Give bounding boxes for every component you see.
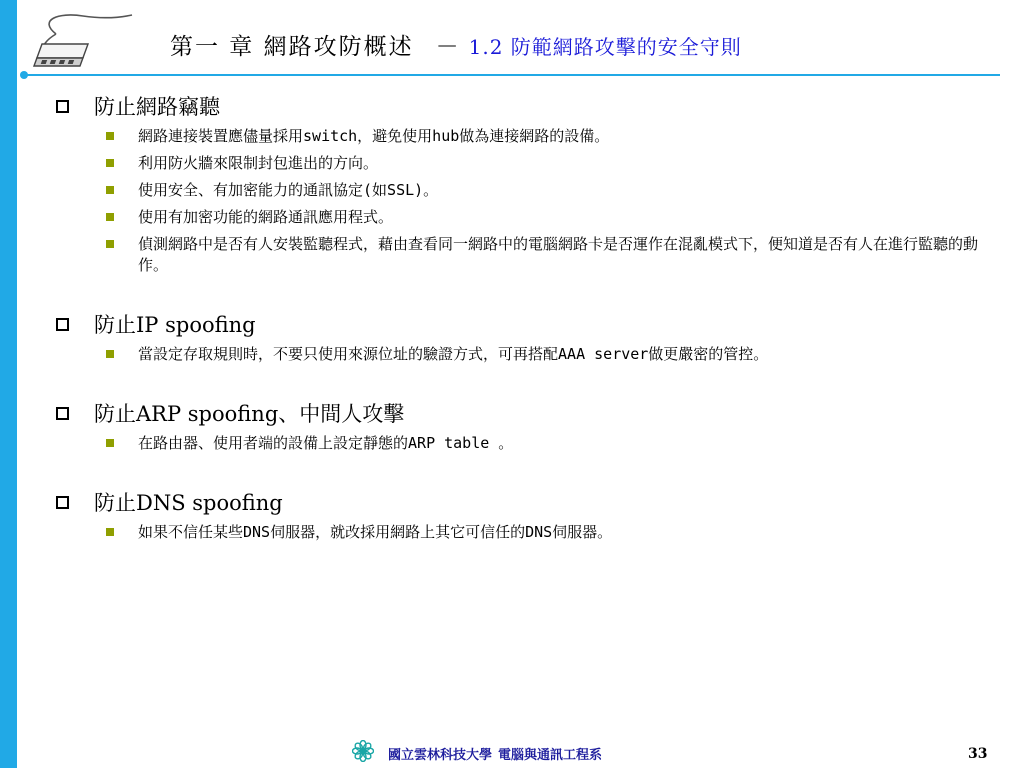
list-item: [56, 153, 1006, 174]
bullet-icon: [106, 213, 114, 221]
list-item: [56, 207, 1006, 228]
page-number: 33: [968, 746, 988, 762]
slide-content: [56, 92, 1006, 549]
list-item: [56, 126, 1006, 147]
bullet-icon: [106, 132, 114, 140]
section-heading-text: 防止網路竊聽: [94, 95, 220, 119]
section-heading: [56, 92, 1006, 126]
section-heading-text: 防止ARP spoofing、中間人攻擊: [94, 402, 405, 426]
bullet-icon: [106, 240, 114, 248]
list-item: [56, 344, 1006, 365]
list-item-text: 網路連接裝置應儘量採用switch，避免使用hub做為連接網路的設備。: [138, 127, 610, 145]
square-bullet-icon: [56, 318, 69, 331]
list-item-text: 如果不信任某些DNS伺服器，就改採用網路上其它可信任的DNS伺服器。: [138, 523, 613, 541]
title-rule: [22, 74, 1000, 76]
list-item-text: 偵測網路中是否有人安裝監聽程式，藉由查看同一網路中的電腦網路卡是否運作在混亂模式下，便知道是否有人在進行監聽的動作。: [138, 235, 979, 274]
left-accent-bar: [0, 0, 17, 768]
bullet-icon: [106, 159, 114, 167]
list-item: [56, 522, 1006, 543]
network-hub-logo-icon: [28, 10, 138, 76]
bullet-icon: [106, 350, 114, 358]
section-heading: [56, 488, 1006, 522]
section-heading: [56, 310, 1006, 344]
square-bullet-icon: [56, 100, 69, 113]
title-dash: －: [435, 34, 459, 60]
section-heading-text: 防止DNS spoofing: [94, 491, 283, 515]
section-heading-text: 防止IP spoofing: [94, 313, 256, 337]
list-item: [56, 234, 1006, 276]
square-bullet-icon: [56, 496, 69, 509]
list-item-text: 使用安全、有加密能力的通訊協定(如SSL)。: [138, 181, 439, 199]
chapter-title: 第一 章 網路攻防概述: [170, 34, 414, 60]
square-bullet-icon: [56, 407, 69, 420]
bullet-icon: [106, 186, 114, 194]
flower-emblem-icon: [352, 740, 374, 762]
footer-department: 電腦與通訊工程系: [498, 748, 603, 763]
footer: [384, 744, 602, 763]
list-item-text: 在路由器、使用者端的設備上設定靜態的ARP table 。: [138, 434, 514, 452]
slide-title: [170, 28, 742, 61]
list-item-text: 利用防火牆來限制封包進出的方向。: [138, 154, 379, 172]
list-item-text: 當設定存取規則時，不要只使用來源位址的驗證方式，可再搭配AAA server做更嚴密的管控。: [138, 345, 769, 363]
bullet-icon: [106, 439, 114, 447]
footer-school: 國立雲林科技大學: [388, 748, 493, 763]
list-item: [56, 180, 1006, 201]
section-subtitle: 1.2 防範網路攻擊的安全守則: [468, 35, 742, 59]
section-heading: [56, 399, 1006, 433]
list-item: [56, 433, 1006, 454]
bullet-icon: [106, 528, 114, 536]
list-item-text: 使用有加密功能的網路通訊應用程式。: [138, 208, 394, 226]
